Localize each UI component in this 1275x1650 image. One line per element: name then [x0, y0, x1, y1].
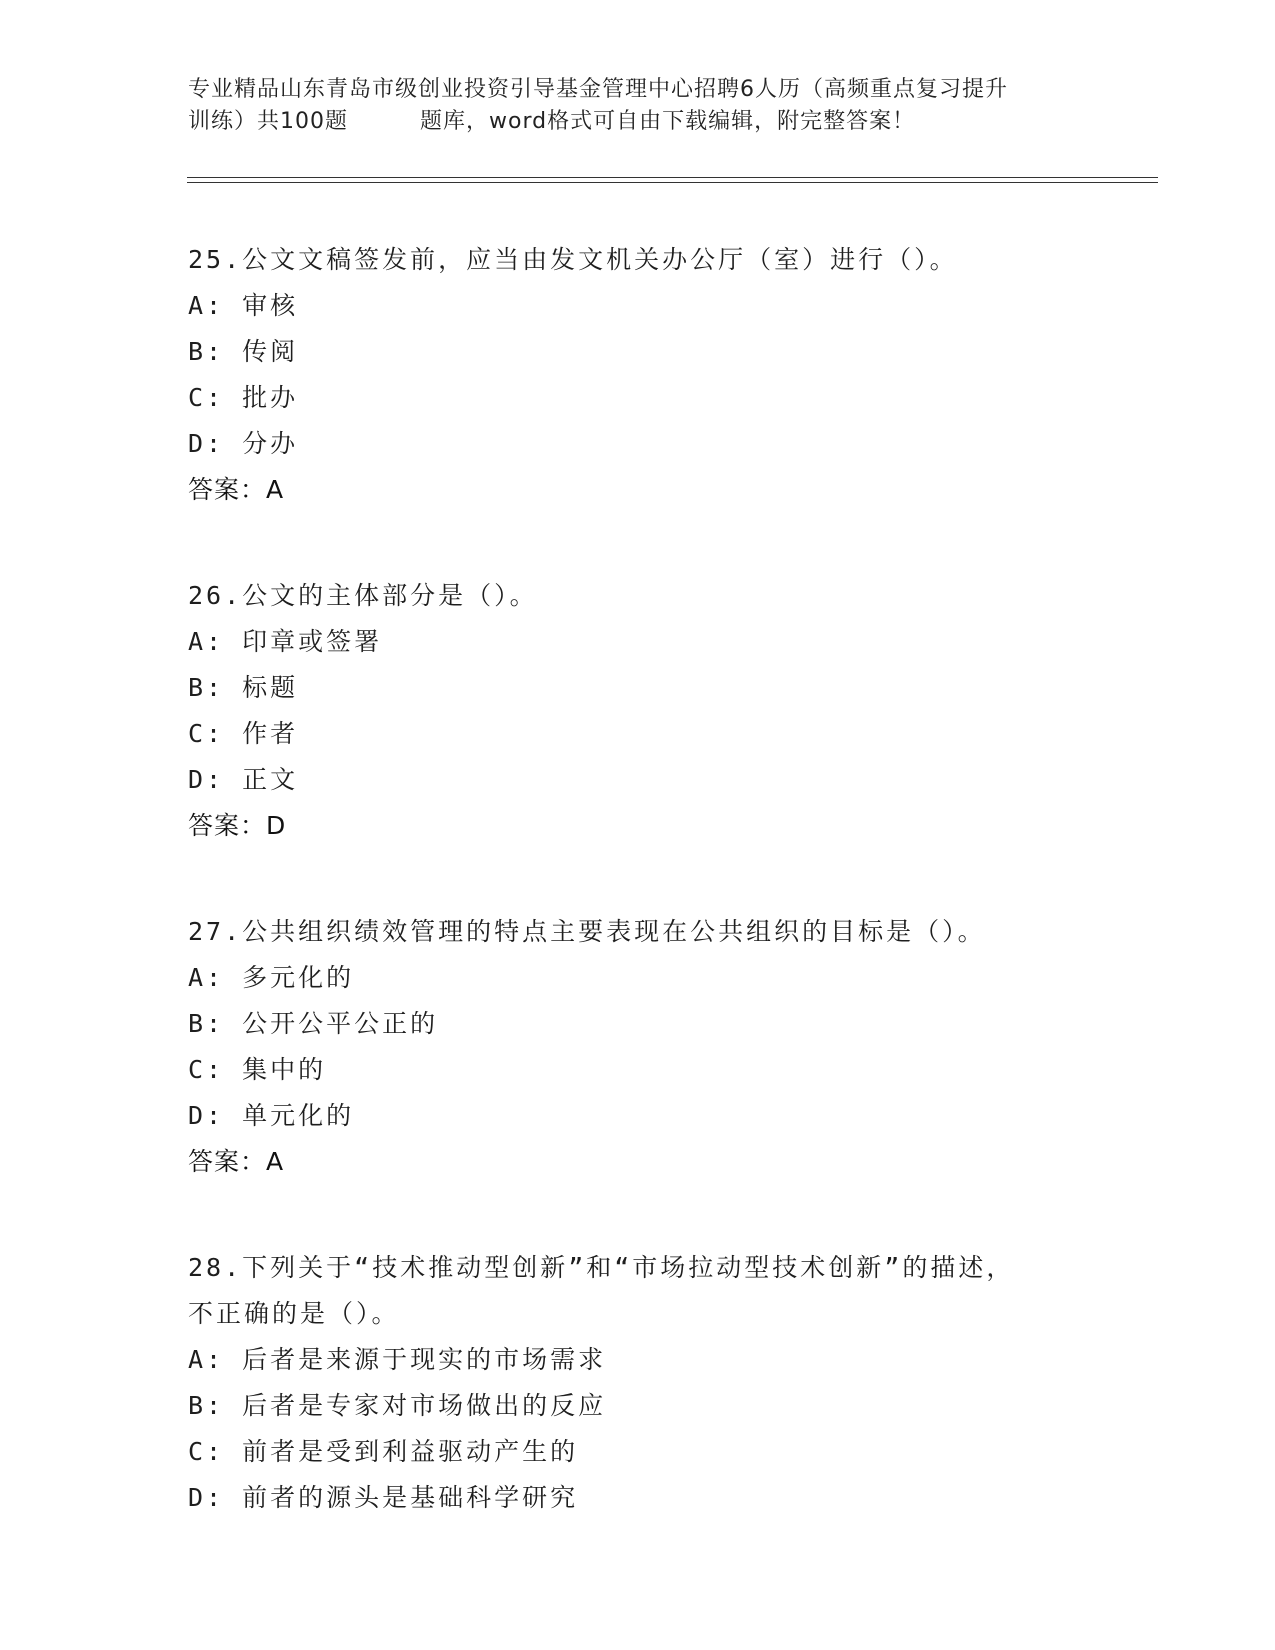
header-title-line1: 专业精品山东青岛市级创业投资引导基金管理中心招聘6人历（高频重点复习提升 — [188, 77, 1008, 102]
option-d: D: 前者的源头是基础科学研究 — [188, 1483, 579, 1512]
answer-line: 答案：A — [188, 1147, 285, 1176]
question-stem-continued: 不正确的是（）。 — [188, 1299, 400, 1328]
option-b: B: 后者是专家对市场做出的反应 — [188, 1391, 607, 1420]
question-26 — [188, 573, 1088, 849]
question-stem: 26.公文的主体部分是（）。 — [188, 581, 538, 610]
option-c: C: 前者是受到利益驱动产生的 — [188, 1437, 579, 1466]
option-a: A: 印章或签署 — [188, 627, 383, 656]
option-d: D: 正文 — [188, 765, 299, 794]
option-d: D: 单元化的 — [188, 1101, 355, 1130]
option-a: A: 多元化的 — [188, 963, 355, 992]
header-divider-top — [187, 177, 1158, 178]
question-27 — [188, 909, 1088, 1185]
header-title-line2-part1: 训练）共100题 — [188, 109, 348, 134]
question-list — [188, 237, 1088, 1521]
option-c: C: 批办 — [188, 383, 299, 412]
option-b: B: 标题 — [188, 673, 299, 702]
question-stem: 25.公文文稿签发前，应当由发文机关办公厅（室）进行（）。 — [188, 245, 958, 274]
question-28 — [188, 1245, 1088, 1521]
header-title-line2-part2: 题库，word格式可自由下载编辑，附完整答案！ — [420, 109, 916, 134]
option-a: A: 审核 — [188, 291, 299, 320]
option-c: C: 作者 — [188, 719, 299, 748]
option-a: A: 后者是来源于现实的市场需求 — [188, 1345, 607, 1374]
option-b: B: 公开公平公正的 — [188, 1009, 439, 1038]
header-title-line2 — [188, 106, 1088, 138]
question-stem: 28.下列关于“技术推动型创新”和“市场拉动型技术创新”的描述， — [188, 1253, 1015, 1282]
question-25 — [188, 237, 1088, 513]
option-b: B: 传阅 — [188, 337, 299, 366]
answer-line: 答案：A — [188, 475, 285, 504]
answer-line: 答案：D — [188, 811, 287, 840]
header-divider-bottom — [187, 182, 1158, 183]
question-stem: 27.公共组织绩效管理的特点主要表现在公共组织的目标是（）。 — [188, 917, 986, 946]
document-header — [188, 74, 1088, 138]
option-c: C: 集中的 — [188, 1055, 327, 1084]
option-d: D: 分办 — [188, 429, 299, 458]
